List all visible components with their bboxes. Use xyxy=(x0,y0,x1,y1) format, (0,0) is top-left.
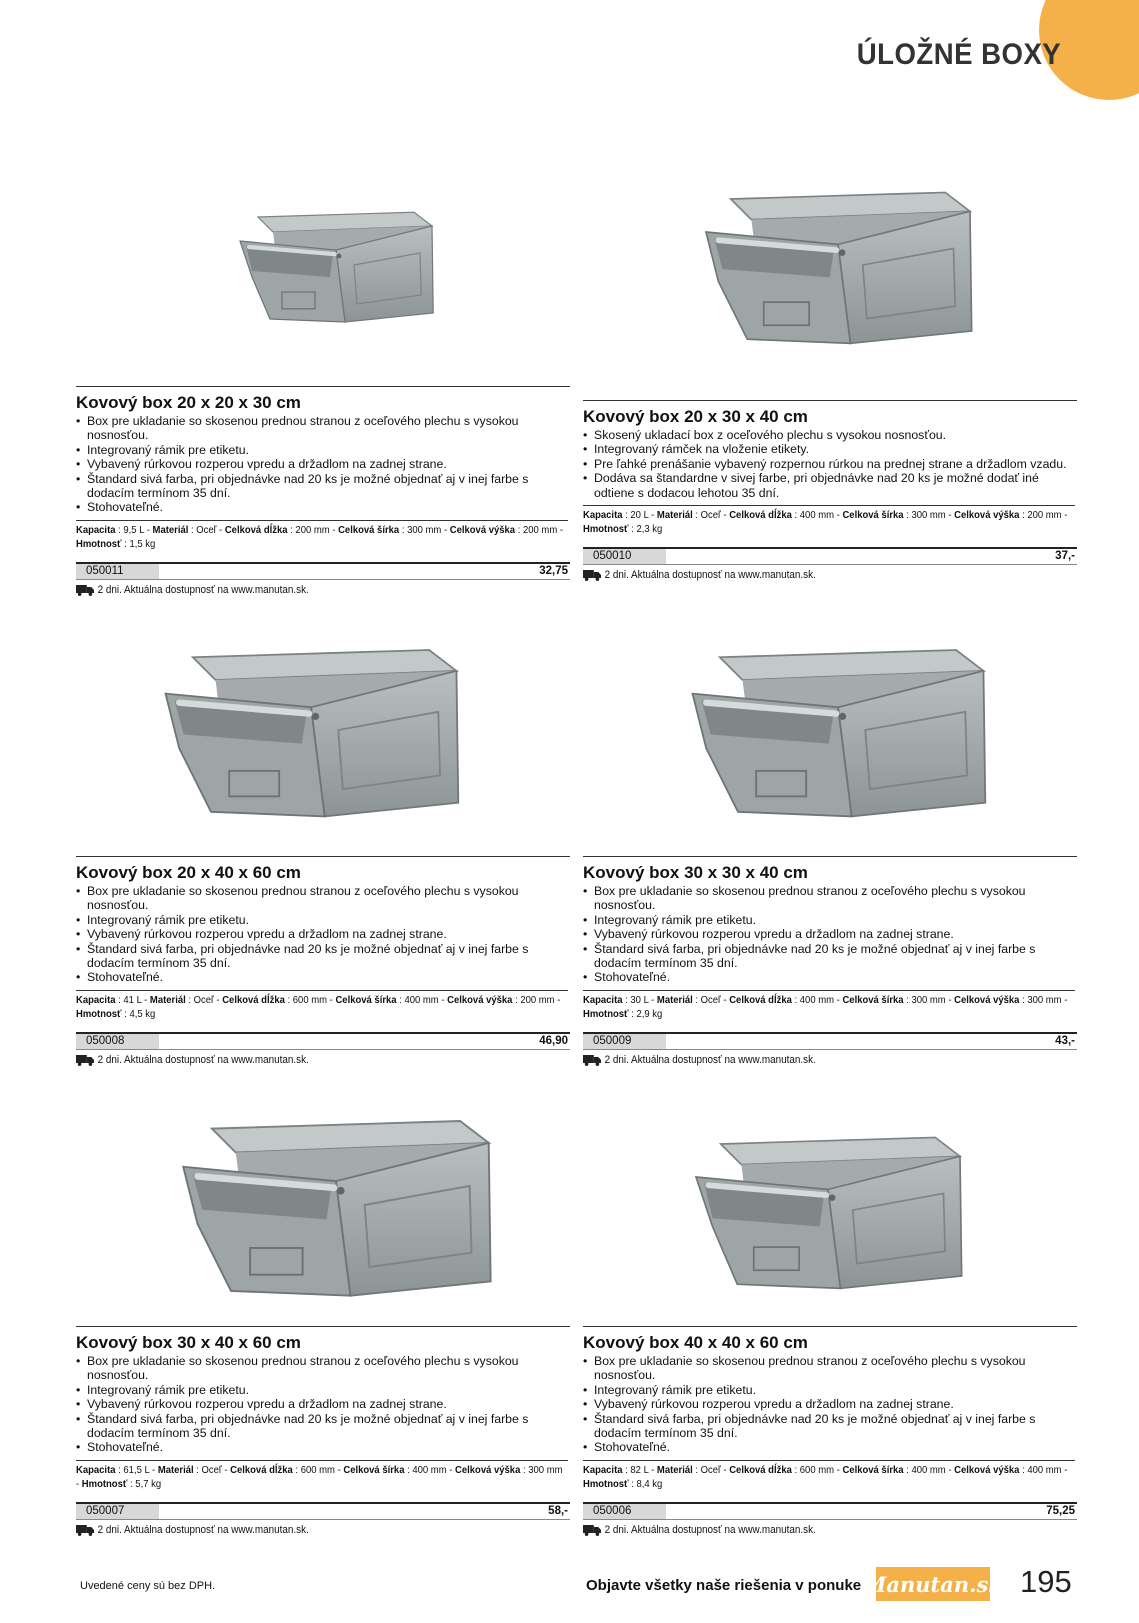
delivery-text[interactable]: 2 dni. Aktuálna dostupnosť na www.manutan.sk. xyxy=(97,583,309,596)
feature-item: • Stohovateľné. xyxy=(76,1440,570,1454)
feature-item: • Integrovaný rámik pre etiketu. xyxy=(76,913,570,927)
product-specs: Kapacita : 41 L - Materiál : Oceľ - Celková dĺžka : 600 mm - Celková šírka : 400 mm - Celková výška : 200 mm - Hmotnosť : 4,5 kg xyxy=(76,990,568,1022)
delivery-text[interactable]: 2 dni. Aktuálna dostupnosť na www.manutan.sk. xyxy=(604,1523,816,1536)
product-info xyxy=(76,856,570,1066)
spec-label: Celková výška xyxy=(447,994,513,1006)
product-title[interactable]: Kovový box 20 x 30 x 40 cm xyxy=(583,400,1077,427)
spec-label: Hmotnosť xyxy=(583,1008,629,1020)
product-title[interactable]: Kovový box 20 x 20 x 30 cm xyxy=(76,386,570,413)
spec-label: Celková dĺžka xyxy=(230,1464,293,1476)
sku-code[interactable]: 050006 xyxy=(593,1504,632,1517)
feature-list xyxy=(583,428,1077,500)
brand-logo[interactable]: Manutan.sk xyxy=(876,1567,990,1601)
delivery-text[interactable]: 2 dni. Aktuálna dostupnosť na www.manutan.sk. xyxy=(97,1053,309,1066)
spec-value: 400 mm xyxy=(1027,1464,1062,1476)
product-title[interactable]: Kovový box 30 x 40 x 60 cm xyxy=(76,1326,570,1353)
spec-value: 5,7 kg xyxy=(135,1478,162,1490)
spec-value: 82 L xyxy=(630,1464,649,1476)
spec-label: Hmotnosť xyxy=(583,1478,629,1490)
feature-item: • Pre ľahké prenášanie vybavený rozpernou rúrkou na prednej strane a držadlom vzadu. xyxy=(583,457,1077,471)
spec-label: Materiál xyxy=(152,524,189,536)
product-info xyxy=(76,386,570,596)
page-number: 195 xyxy=(1020,1564,1072,1599)
sku-code[interactable]: 050008 xyxy=(86,1034,125,1047)
spec-value: Oceľ xyxy=(700,994,721,1006)
feature-item: • Stohovateľné. xyxy=(76,500,570,514)
product-photo xyxy=(663,1100,993,1320)
product-photo xyxy=(673,160,1003,370)
spec-label: Kapacita xyxy=(76,1464,116,1476)
metal-box-image xyxy=(663,1100,993,1320)
delivery-info xyxy=(76,584,521,596)
spec-label: Kapacita xyxy=(76,994,116,1006)
price-row xyxy=(76,562,570,580)
spec-value: Oceľ xyxy=(196,524,217,536)
section-title: ÚLOŽNÉ BOXY xyxy=(856,38,1061,71)
product-info xyxy=(583,1326,1077,1536)
product-specs: Kapacita : 9,5 L - Materiál : Oceľ - Celková dĺžka : 200 mm - Celková šírka : 300 mm - Celková výška : 200 mm - Hmotnosť : 1,5 kg xyxy=(76,520,568,552)
spec-value: 200 mm xyxy=(522,524,558,536)
spec-label: Celková šírka xyxy=(842,994,904,1006)
product-info xyxy=(76,1326,570,1536)
price-row xyxy=(583,547,1077,565)
spec-label: Celková výška xyxy=(954,510,1020,522)
metal-box-image xyxy=(673,160,1003,370)
spec-value: Oceľ xyxy=(193,994,214,1006)
spec-label: Hmotnosť xyxy=(76,538,122,550)
feature-item: • Integrovaný rámik pre etiketu. xyxy=(76,1383,570,1397)
price-note: Uvedené ceny sú bez DPH. xyxy=(80,1580,216,1592)
spec-value: Oceľ xyxy=(700,1464,721,1476)
feature-item: • Skosený ukladací box z oceľového plechu s vysokou nosnosťou. xyxy=(583,428,1077,442)
spec-label: Celková dĺžka xyxy=(729,1464,792,1476)
spec-label: Celková výška xyxy=(449,524,516,536)
feature-item: • Box pre ukladanie so skosenou prednou stranou z oceľového plechu s vysokou nosnosťou. xyxy=(583,884,1077,913)
spec-value: 300 mm xyxy=(911,994,946,1006)
product-photo xyxy=(643,630,1033,830)
spec-value: 300 mm xyxy=(528,1464,563,1476)
metal-box-image xyxy=(116,630,506,830)
spec-label: Celková výška xyxy=(954,1464,1020,1476)
metal-box-image xyxy=(136,1100,536,1310)
spec-value: 200 mm xyxy=(295,524,330,536)
truck-icon xyxy=(76,584,94,596)
feature-item: • Dodáva sa štandardne v sivej farbe, pri objednávke nad 20 ks je možné dodať iné odtiene s dodacou lehotou 35 dní. xyxy=(583,471,1077,500)
price-row xyxy=(583,1502,1077,1520)
feature-list xyxy=(76,884,570,985)
product-info xyxy=(583,400,1077,581)
feature-item: • Štandard sivá farba, pri objednávke nad 20 ks je možné objednať aj v inej farbe s dodacím termínom 35 dní. xyxy=(583,1412,1077,1441)
sku-code[interactable]: 050011 xyxy=(86,564,124,577)
spec-value: 4,5 kg xyxy=(129,1008,156,1020)
sku-code[interactable]: 050010 xyxy=(593,550,632,563)
price: 32,75 xyxy=(539,564,568,577)
feature-item: • Vybavený rúrkovou rozperou vpredu a držadlom na zadnej strane. xyxy=(76,927,570,941)
delivery-info xyxy=(583,1054,1028,1066)
truck-icon xyxy=(76,1524,94,1536)
spec-value: 400 mm xyxy=(799,994,835,1006)
feature-item: • Integrovaný rámik pre etiketu. xyxy=(76,443,570,457)
truck-icon xyxy=(583,1054,601,1066)
spec-value: 600 mm xyxy=(799,1464,835,1476)
spec-label: Celková dĺžka xyxy=(729,510,792,522)
spec-label: Celková dĺžka xyxy=(224,524,288,536)
spec-label: Kapacita xyxy=(583,994,623,1006)
spec-label: Celková šírka xyxy=(842,510,904,522)
spec-value: 9,5 L xyxy=(123,524,145,536)
feature-item: • Stohovateľné. xyxy=(583,970,1077,984)
spec-label: Kapacita xyxy=(583,1464,623,1476)
spec-value: 400 mm xyxy=(412,1464,447,1476)
spec-label: Celková dĺžka xyxy=(729,994,792,1006)
feature-item: • Štandard sivá farba, pri objednávke nad 20 ks je možné objednať aj v inej farbe s dodacím termínom 35 dní. xyxy=(76,472,570,501)
spec-label: Celková dĺžka xyxy=(222,994,285,1006)
spec-label: Celková šírka xyxy=(842,1464,904,1476)
price: 43,- xyxy=(1055,1034,1075,1047)
price: 58,- xyxy=(548,1504,568,1517)
spec-label: Celková výška xyxy=(455,1464,521,1476)
spec-label: Celková šírka xyxy=(338,524,400,536)
spec-label: Hmotnosť xyxy=(583,524,629,536)
product-title[interactable]: Kovový box 20 x 40 x 60 cm xyxy=(76,856,570,883)
feature-item: • Integrovaný rámik pre etiketu. xyxy=(583,1383,1077,1397)
price: 75,25 xyxy=(1046,1504,1075,1517)
price: 37,- xyxy=(1055,550,1075,563)
spec-label: Kapacita xyxy=(583,510,623,522)
spec-value: 400 mm xyxy=(911,1464,946,1476)
spec-label: Kapacita xyxy=(76,524,116,536)
spec-label: Materiál xyxy=(149,994,186,1006)
feature-item: • Vybavený rúrkovou rozperou vpredu a držadlom na zadnej strane. xyxy=(76,1397,570,1411)
feature-item: • Stohovateľné. xyxy=(76,970,570,984)
spec-label: Celková výška xyxy=(954,994,1020,1006)
feature-list xyxy=(76,1354,570,1455)
delivery-info xyxy=(583,569,1028,581)
price-row xyxy=(76,1032,570,1050)
footer-cta: Objavte všetky naše riešenia v ponuke xyxy=(586,1577,862,1594)
price-row xyxy=(76,1502,570,1520)
truck-icon xyxy=(76,1054,94,1066)
delivery-info xyxy=(76,1524,521,1536)
feature-item: • Box pre ukladanie so skosenou prednou stranou z oceľového plechu s vysokou nosnosťou. xyxy=(76,414,570,443)
spec-label: Materiál xyxy=(656,1464,693,1476)
delivery-info xyxy=(583,1524,1028,1536)
spec-value: 30 L xyxy=(630,994,649,1006)
product-photo xyxy=(136,1100,536,1310)
price: 46,90 xyxy=(539,1034,568,1047)
spec-value: 400 mm xyxy=(404,994,439,1006)
spec-value: 41 L xyxy=(123,994,142,1006)
spec-value: 200 mm xyxy=(1027,510,1062,522)
feature-item: • Vybavený rúrkovou rozperou vpredu a držadlom na zadnej strane. xyxy=(583,927,1077,941)
spec-value: 61,5 L xyxy=(123,1464,150,1476)
spec-value: Oceľ xyxy=(201,1464,222,1476)
spec-value: 600 mm xyxy=(300,1464,335,1476)
feature-item: • Box pre ukladanie so skosenou prednou stranou z oceľového plechu s vysokou nosnosťou. xyxy=(76,1354,570,1383)
product-specs: Kapacita : 20 L - Materiál : Oceľ - Celková dĺžka : 400 mm - Celková šírka : 300 mm - Celková výška : 200 mm - Hmotnosť : 2,3 kg xyxy=(583,505,1075,537)
feature-item: • Box pre ukladanie so skosenou prednou stranou z oceľového plechu s vysokou nosnosťou. xyxy=(76,884,570,913)
spec-value: 1,5 kg xyxy=(129,538,156,550)
spec-label: Materiál xyxy=(656,994,693,1006)
product-title[interactable]: Kovový box 40 x 40 x 60 cm xyxy=(583,1326,1077,1353)
spec-value: 8,4 kg xyxy=(636,1478,663,1490)
feature-item: • Integrovaný rámček na vloženie etikety. xyxy=(583,442,1077,456)
feature-list xyxy=(76,414,570,515)
feature-list xyxy=(583,884,1077,985)
spec-label: Celková šírka xyxy=(335,994,397,1006)
product-info xyxy=(583,856,1077,1066)
spec-value: 200 mm xyxy=(520,994,555,1006)
feature-item: • Integrovaný rámik pre etiketu. xyxy=(583,913,1077,927)
spec-label: Celková šírka xyxy=(343,1464,405,1476)
spec-label: Materiál xyxy=(656,510,693,522)
spec-value: 300 mm xyxy=(407,524,442,536)
price-row xyxy=(583,1032,1077,1050)
spec-label: Materiál xyxy=(157,1464,194,1476)
spec-value: 2,3 kg xyxy=(636,524,663,536)
truck-icon xyxy=(583,1524,601,1536)
feature-item: • Štandard sivá farba, pri objednávke nad 20 ks je možné objednať aj v inej farbe s dodacím termínom 35 dní. xyxy=(76,942,570,971)
delivery-text[interactable]: 2 dni. Aktuálna dostupnosť na www.manutan.sk. xyxy=(97,1523,309,1536)
product-specs: Kapacita : 30 L - Materiál : Oceľ - Celková dĺžka : 400 mm - Celková šírka : 300 mm - Celková výška : 300 mm - Hmotnosť : 2,9 kg xyxy=(583,990,1075,1022)
sku-code[interactable]: 050009 xyxy=(593,1034,632,1047)
product-photo xyxy=(216,160,456,370)
spec-value: 300 mm xyxy=(911,510,946,522)
feature-list xyxy=(583,1354,1077,1455)
spec-value: 300 mm xyxy=(1027,994,1062,1006)
delivery-info xyxy=(76,1054,521,1066)
metal-box-image xyxy=(643,630,1033,830)
feature-item: • Štandard sivá farba, pri objednávke nad 20 ks je možné objednať aj v inej farbe s dodacím termínom 35 dní. xyxy=(76,1412,570,1441)
metal-box-image xyxy=(216,160,456,370)
product-specs: Kapacita : 82 L - Materiál : Oceľ - Celková dĺžka : 600 mm - Celková šírka : 400 mm - Celková výška : 400 mm - Hmotnosť : 8,4 kg xyxy=(583,1460,1075,1492)
delivery-text[interactable]: 2 dni. Aktuálna dostupnosť na www.manutan.sk. xyxy=(604,569,816,582)
spec-label: Hmotnosť xyxy=(76,1008,122,1020)
spec-value: 600 mm xyxy=(292,994,328,1006)
feature-item: • Box pre ukladanie so skosenou prednou stranou z oceľového plechu s vysokou nosnosťou. xyxy=(583,1354,1077,1383)
sku-code[interactable]: 050007 xyxy=(86,1504,125,1517)
feature-item: • Vybavený rúrkovou rozperou vpredu a držadlom na zadnej strane. xyxy=(76,457,570,471)
spec-value: 20 L xyxy=(630,510,649,522)
product-specs: Kapacita : 61,5 L - Materiál : Oceľ - Celková dĺžka : 600 mm - Celková šírka : 400 mm - Celková výška : 300 mm - Hmotnosť : 5,7 kg xyxy=(76,1460,568,1492)
feature-item: • Stohovateľné. xyxy=(583,1440,1077,1454)
feature-item: • Štandard sivá farba, pri objednávke nad 20 ks je možné objednať aj v inej farbe s dodacím termínom 35 dní. xyxy=(583,942,1077,971)
product-photo xyxy=(116,630,506,830)
spec-value: 400 mm xyxy=(799,510,835,522)
truck-icon xyxy=(583,569,601,581)
spec-value: 2,9 kg xyxy=(636,1008,663,1020)
product-title[interactable]: Kovový box 30 x 30 x 40 cm xyxy=(583,856,1077,883)
feature-item: • Vybavený rúrkovou rozperou vpredu a držadlom na zadnej strane. xyxy=(583,1397,1077,1411)
delivery-text[interactable]: 2 dni. Aktuálna dostupnosť na www.manutan.sk. xyxy=(604,1053,816,1066)
spec-value: Oceľ xyxy=(700,510,721,522)
spec-label: Hmotnosť xyxy=(81,1478,128,1490)
